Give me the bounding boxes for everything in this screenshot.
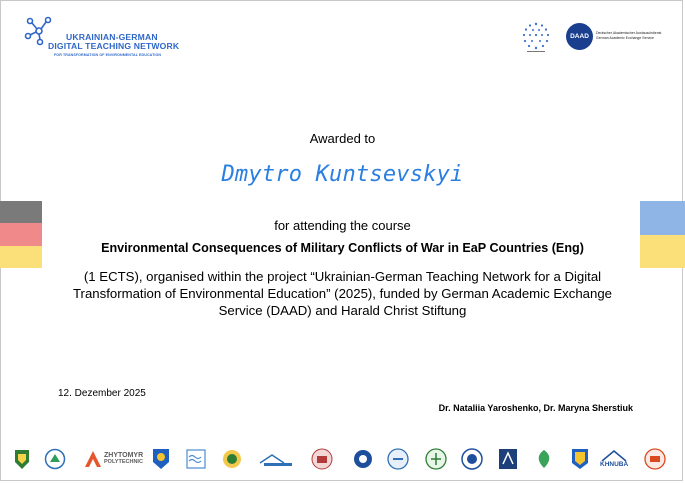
partner-logos (10, 444, 675, 474)
partner-logo-15 (571, 448, 589, 470)
logo-line-1: UKRAINIAN-GERMAN (66, 32, 158, 42)
recipient-name: Dmytro Kuntsevskyi (221, 162, 464, 187)
course-title: Environmental Consequences of Military Conflicts of War in EaP Countries (Eng) (101, 241, 584, 255)
daad-logo: DAAD (566, 23, 593, 50)
logo-line-2: DIGITAL TEACHING NETWORK (48, 41, 180, 51)
zhytomyr-label-1: ZHYTOMYR (104, 452, 144, 459)
partner-logo-11 (425, 448, 447, 470)
partner-logo-10 (387, 448, 409, 470)
daad-caption-de: Deutscher Akademischer Austauschdienst (596, 31, 662, 35)
partner-logo-5 (186, 448, 206, 470)
daad-caption (596, 31, 661, 40)
partner-logo-17 (644, 448, 666, 470)
partner-logo-1 (14, 448, 30, 470)
khnuba-label: KHNUBA (600, 461, 629, 468)
ukrainian-flag (640, 201, 685, 268)
dotted-globe-icon (519, 20, 553, 54)
partner-logo-6 (222, 448, 242, 470)
partner-logo-14 (533, 448, 555, 470)
network-logo-text (48, 33, 179, 51)
partner-logo-4 (152, 448, 170, 470)
partner-logo-8 (310, 448, 334, 470)
course-details: (1 ECTS), organised within the project “Ukrainian-German Teaching Network for a Digital Transformation of Environmental Education” (2025), funded by German Academic Exchange Service (DAAD) and Harald Christ Stiftung (72, 269, 613, 318)
partner-logo-12 (461, 448, 483, 470)
zhytomyr-label-2: POLYTECHNIC (104, 459, 143, 465)
partner-logo-13 (498, 448, 518, 470)
signatories: Dr. Nataliia Yaroshenko, Dr. Maryna Sherstiuk (438, 403, 633, 413)
attending-label: for attending the course (274, 218, 411, 233)
german-flag (0, 201, 42, 268)
awarded-to-label: Awarded to (309, 131, 376, 146)
partner-logo-zhytomyr (84, 448, 143, 470)
logo-subtitle: FOR TRANSFORMATION OF ENVIRONMENTAL EDUCATION (54, 53, 162, 57)
daad-caption-en: German Academic Exchange Service (596, 35, 654, 40)
partner-logo-khnuba (600, 448, 628, 470)
partner-logo-9 (353, 448, 373, 470)
network-logo (24, 16, 184, 60)
issue-date: 12. Dezember 2025 (58, 388, 146, 399)
partner-logo-7 (258, 448, 294, 470)
partner-logo-2 (44, 448, 66, 470)
